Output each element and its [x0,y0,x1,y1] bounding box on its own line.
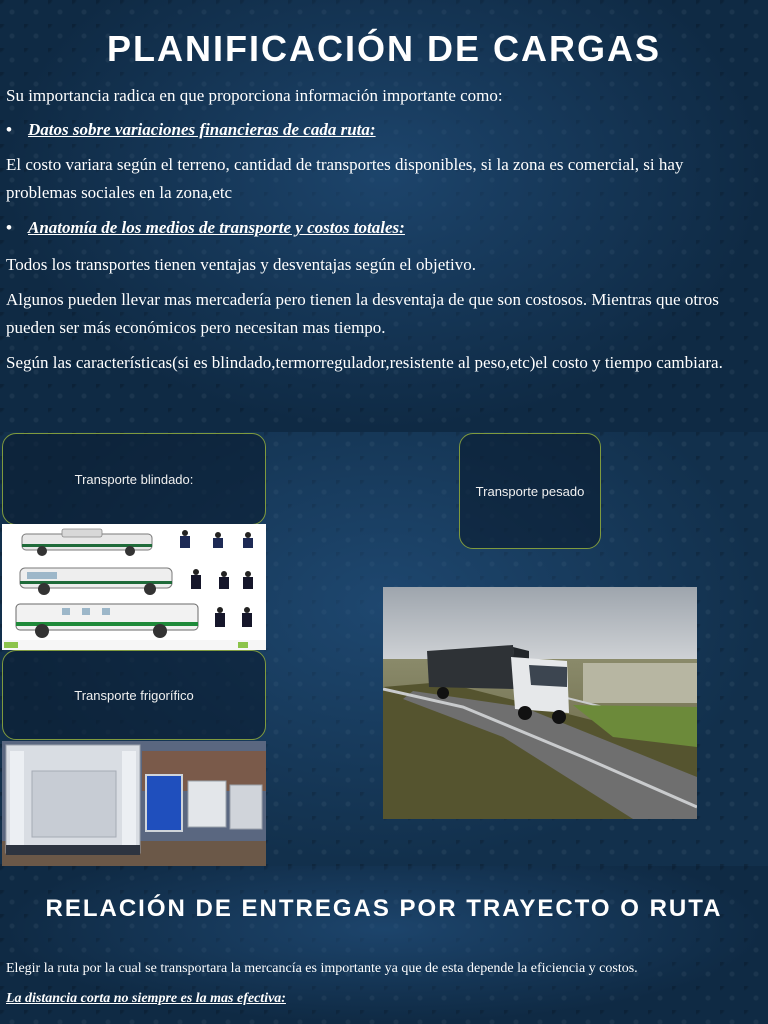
bullet-financieras [6,117,376,143]
armored-van-2 [20,568,172,595]
armored-truck [16,604,198,638]
refrigerated-truck-illustration [2,741,266,866]
paragraph-ruta: Elegir la ruta por la cual se transportara la mercancía es importante ya que de esta depende la eficiencia y costos. [6,961,638,976]
paragraph-caracteristicas: Según las características(si es blindado,termorregulador,resistente al peso,etc)el costo y tiempo cambiara. [6,353,723,372]
slide-planificacion [0,0,768,432]
guards-row-1 [180,530,253,548]
bullet-dot: • [6,120,12,139]
paragraph-costo: El costo variara según el terreno, cantidad de transportes disponibles, si la zona es comercial, si hay problemas sociales en la zona,etc [6,155,684,202]
label-frigorifico: Transporte frigorífico [74,687,194,703]
bullet-anatomia [6,215,405,241]
reefer-box-interior [6,745,140,855]
heavy-truck-photo [383,587,697,819]
refrigerated-truck-image [2,741,266,866]
intro-text: Su importancia radica en que proporciona información importante como: [6,86,503,105]
paragraph-ventajas: Todos los transportes tienen ventajas y desventajas según el objetivo. [6,255,476,274]
bullet-anatomia-text: Anatomía de los medios de transporte y costos totales: [28,218,405,237]
armored-vehicles-image [2,524,266,650]
label-blindado: Transporte blindado: [74,471,194,487]
subheading-distancia: La distancia corta no siempre es la mas efectiva: [6,991,286,1006]
label-box-frigorifico [2,650,266,740]
heavy-truck-illustration [383,587,697,819]
label-pesado: Transporte pesado [475,483,585,499]
armored-vehicles-illustration [2,524,266,650]
paragraph-mercaderia: Algunos pueden llevar mas mercadería pero tienen la desventaja de que son costosos. Mientras que otros pueden ser más económicos pero necesitan mas tiempo. [6,290,719,337]
slide-relacion-entregas [0,866,768,1024]
label-box-pesado [459,433,601,549]
slide-title: RELACIÓN DE ENTREGAS POR TRAYECTO O RUTA [45,895,723,922]
guards-row-2 [191,569,253,589]
guards-row-3 [215,607,252,627]
slide-title: PLANIFICACIÓN DE CARGAS [106,28,661,69]
label-box-blindado [2,433,266,525]
armored-van-1 [22,529,152,556]
bullet-dot: • [6,218,12,237]
bullet-financieras-text: Datos sobre variaciones financieras de cada ruta: [28,120,376,139]
slide-transportes [0,432,768,866]
